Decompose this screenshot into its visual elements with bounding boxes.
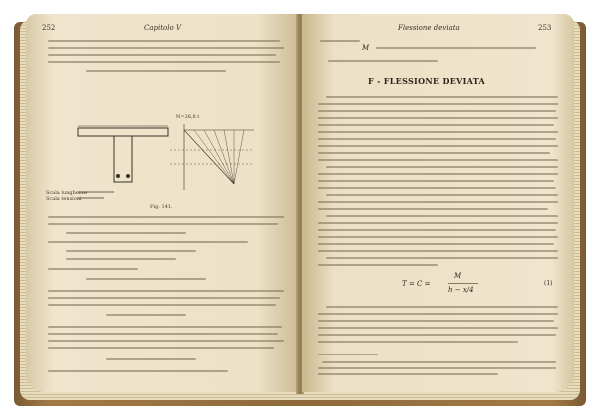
- text-line: [48, 290, 284, 292]
- right-running-head: Flessione deviata: [398, 24, 460, 32]
- text-line: [86, 70, 226, 72]
- text-line: [326, 215, 558, 217]
- figure-label-scale-length: Scala lunghezze: [46, 190, 88, 196]
- text-line: [48, 40, 280, 42]
- text-line: [318, 334, 556, 336]
- text-line: [318, 208, 548, 210]
- text-line: [66, 250, 196, 252]
- text-line: [48, 216, 284, 218]
- text-line: [48, 326, 282, 328]
- structural-figure: [74, 120, 264, 202]
- footnote-line: [322, 361, 556, 363]
- text-line: [318, 250, 558, 252]
- right-page-number: 253: [538, 24, 552, 32]
- text-line: [318, 320, 554, 322]
- text-line: [48, 54, 276, 56]
- text-line: [318, 152, 550, 154]
- text-line: [318, 138, 556, 140]
- left-page: [26, 14, 298, 392]
- text-line: [106, 314, 186, 316]
- formula-t: T = C =: [402, 280, 431, 288]
- text-line: [318, 180, 554, 182]
- text-line: [326, 257, 558, 259]
- text-line: [66, 232, 186, 234]
- text-line: [326, 166, 558, 168]
- footnote-line: [318, 373, 498, 375]
- text-line: [318, 110, 556, 112]
- text-line: [318, 187, 556, 189]
- text-line: [318, 159, 558, 161]
- formula-denominator: h − x/4: [448, 286, 474, 294]
- figure-label-force: N=26,8 t: [176, 114, 200, 120]
- text-line: [48, 304, 276, 306]
- text-line: [86, 278, 206, 280]
- text-line: [48, 268, 138, 270]
- footnote-line: [318, 367, 556, 369]
- text-line: [318, 173, 558, 175]
- text-line: [326, 306, 558, 308]
- open-book: [14, 14, 586, 406]
- text-line: [318, 236, 558, 238]
- right-page: [302, 14, 574, 392]
- text-line: [318, 264, 438, 266]
- text-line: [48, 47, 284, 49]
- text-line: [66, 258, 176, 260]
- text-line: [48, 61, 280, 63]
- text-line: [318, 222, 558, 224]
- text-line: [318, 327, 558, 329]
- figure-label-scale-stress: Scala tensioni: [46, 196, 82, 202]
- formula-numerator: M: [454, 272, 462, 280]
- left-running-head: Capitolo V: [144, 24, 182, 32]
- text-line: [376, 47, 536, 49]
- text-line: [318, 243, 554, 245]
- text-line: [48, 297, 280, 299]
- text-line: [48, 340, 284, 342]
- text-line: [318, 313, 558, 315]
- text-line: [328, 60, 438, 62]
- formula-m: M: [362, 44, 370, 52]
- footnote-rule: [318, 354, 378, 355]
- text-line: [48, 333, 278, 335]
- section-title: F - FLESSIONE DEVIATA: [368, 76, 486, 86]
- text-line: [48, 241, 248, 243]
- text-line: [318, 145, 558, 147]
- text-line: [106, 358, 196, 360]
- text-line: [320, 40, 360, 42]
- text-line: [318, 229, 556, 231]
- text-line: [318, 201, 558, 203]
- text-line: [326, 96, 558, 98]
- text-line: [318, 103, 558, 105]
- text-line: [48, 370, 228, 372]
- fraction-bar: [448, 283, 478, 284]
- text-line: [48, 347, 274, 349]
- left-page-number: 252: [42, 24, 56, 32]
- text-line: [48, 223, 278, 225]
- text-line: [318, 131, 558, 133]
- equation-number: (1): [544, 280, 553, 287]
- text-line: [326, 194, 558, 196]
- text-line: [318, 117, 558, 119]
- text-line: [318, 341, 518, 343]
- figure-caption: Fig. 141.: [150, 204, 173, 210]
- text-line: [318, 124, 554, 126]
